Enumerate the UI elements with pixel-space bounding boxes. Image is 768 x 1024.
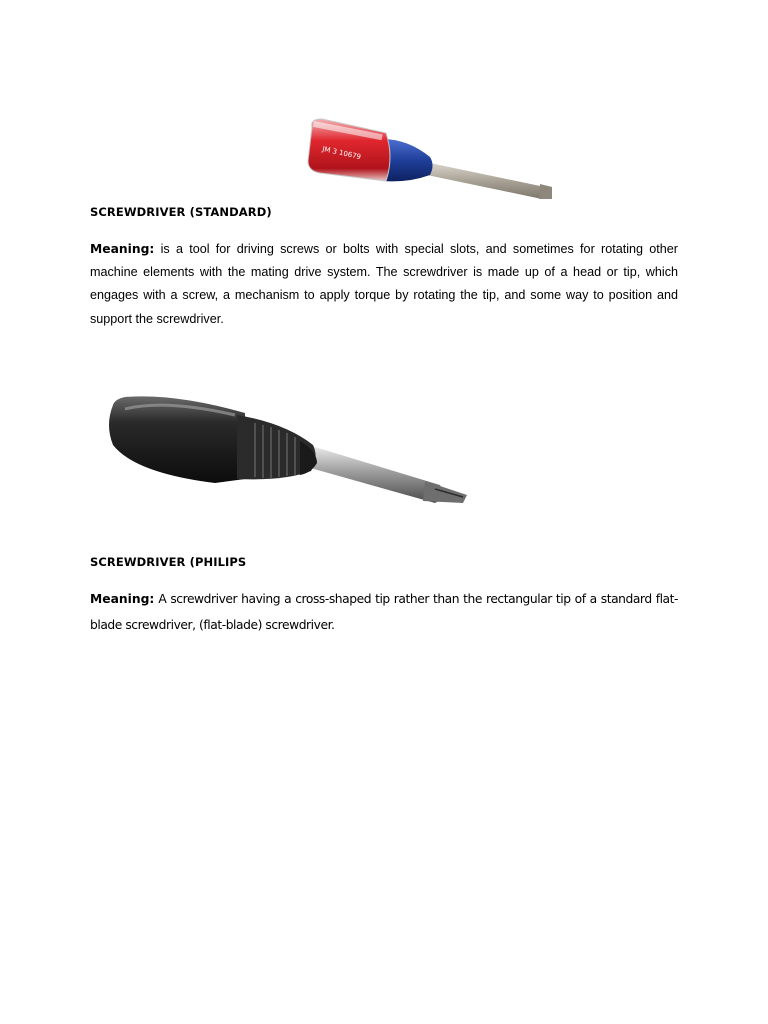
standard-meaning-paragraph [90, 238, 678, 331]
meaning-text-philips: A screwdriver having a cross-shaped tip rather than the rectangular tip of a standard flat-blade screwdriver, (flat-blade) screwdriver. [90, 592, 678, 632]
meaning-text-standard: is a tool for driving screws or bolts with special slots, and sometimes for rotating other machine elements with the mating drive system. The screwdriver is made up of a head or tip, which engages with a screw, a mechanism to apply torque by rotating the tip, and some way to position and support the screwdriver. [90, 242, 678, 326]
handle-marking: JM 3 10679 [321, 145, 362, 162]
philips-meaning-paragraph [90, 587, 678, 638]
meaning-label-philips: Meaning: [90, 592, 155, 606]
meaning-label-standard: Meaning: [90, 242, 155, 256]
heading-philips: SCREWDRIVER (PHILIPS [90, 555, 247, 569]
heading-standard: SCREWDRIVER (STANDARD) [90, 205, 272, 219]
standard-screwdriver-image [290, 95, 610, 220]
phillips-screwdriver-image [95, 385, 480, 515]
